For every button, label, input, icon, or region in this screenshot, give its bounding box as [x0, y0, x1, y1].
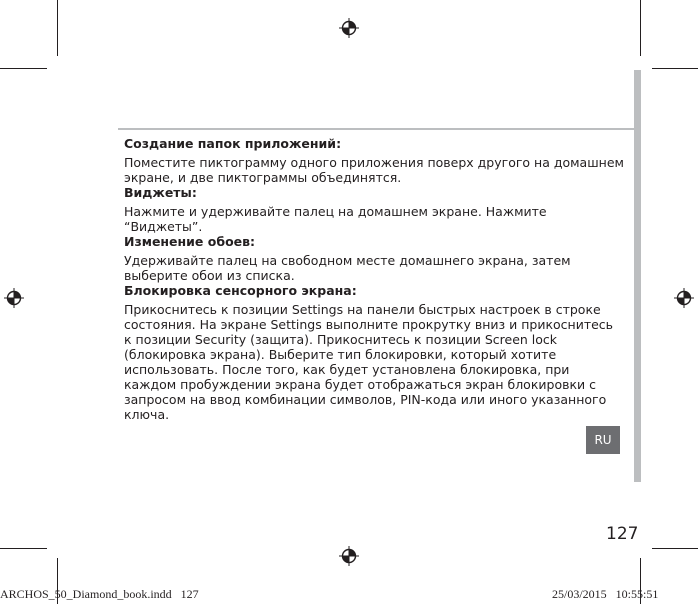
- crop-mark: [0, 548, 47, 549]
- footer-file-info: ARCHOS_50_Diamond_book.indd 127: [0, 587, 199, 601]
- crop-mark: [652, 548, 698, 549]
- section-title: Изменение обоев:: [124, 234, 256, 249]
- section-title: Блокировка сенсорного экрана:: [124, 283, 357, 298]
- top-rule: [118, 128, 641, 130]
- registration-mark-icon: [339, 546, 359, 566]
- section-body: Прикоснитесь к позиции Settings на панели быстрых настроек в строке состояния. На экране Settings выполните прокрутку вниз и прикоснитесь к позиции Security (защита). Прикоснитесь к позиции Screen lock (блокировка экрана). Выберите тип блокировки, который хотите использовать. После того, как будет установлена блокировка, при каждом пробуждении экрана будет отображаться экран блокировки с запросом на ввод комбинации символов, PIN-кода или иного указанного ключа.: [124, 302, 614, 422]
- crop-mark: [640, 0, 641, 56]
- crop-mark: [0, 68, 47, 69]
- section-title: Создание папок приложений:: [124, 136, 342, 151]
- section-title: Виджеты:: [124, 185, 197, 200]
- footer-datetime: 25/03/2015 10:55:51: [552, 587, 659, 601]
- section-body: Удерживайте палец на свободном месте домашнего экрана, затем выберите обои из списка.: [124, 253, 571, 283]
- language-tab: RU: [586, 426, 620, 454]
- section-body: Поместите пиктограмму одного приложения поверх другого на домашнем экране, и две пиктограммы объединятся.: [124, 155, 624, 185]
- crop-mark: [57, 0, 58, 56]
- registration-mark-icon: [674, 288, 694, 308]
- crop-mark: [652, 68, 698, 69]
- page-content: [124, 136, 624, 422]
- section-body: Нажмите и удерживайте палец на домашнем экране. Нажмите “Виджеты”.: [124, 204, 547, 234]
- side-accent-bar: [634, 70, 641, 482]
- registration-mark-icon: [339, 18, 359, 38]
- page-number: 127: [606, 524, 639, 544]
- registration-mark-icon: [4, 288, 24, 308]
